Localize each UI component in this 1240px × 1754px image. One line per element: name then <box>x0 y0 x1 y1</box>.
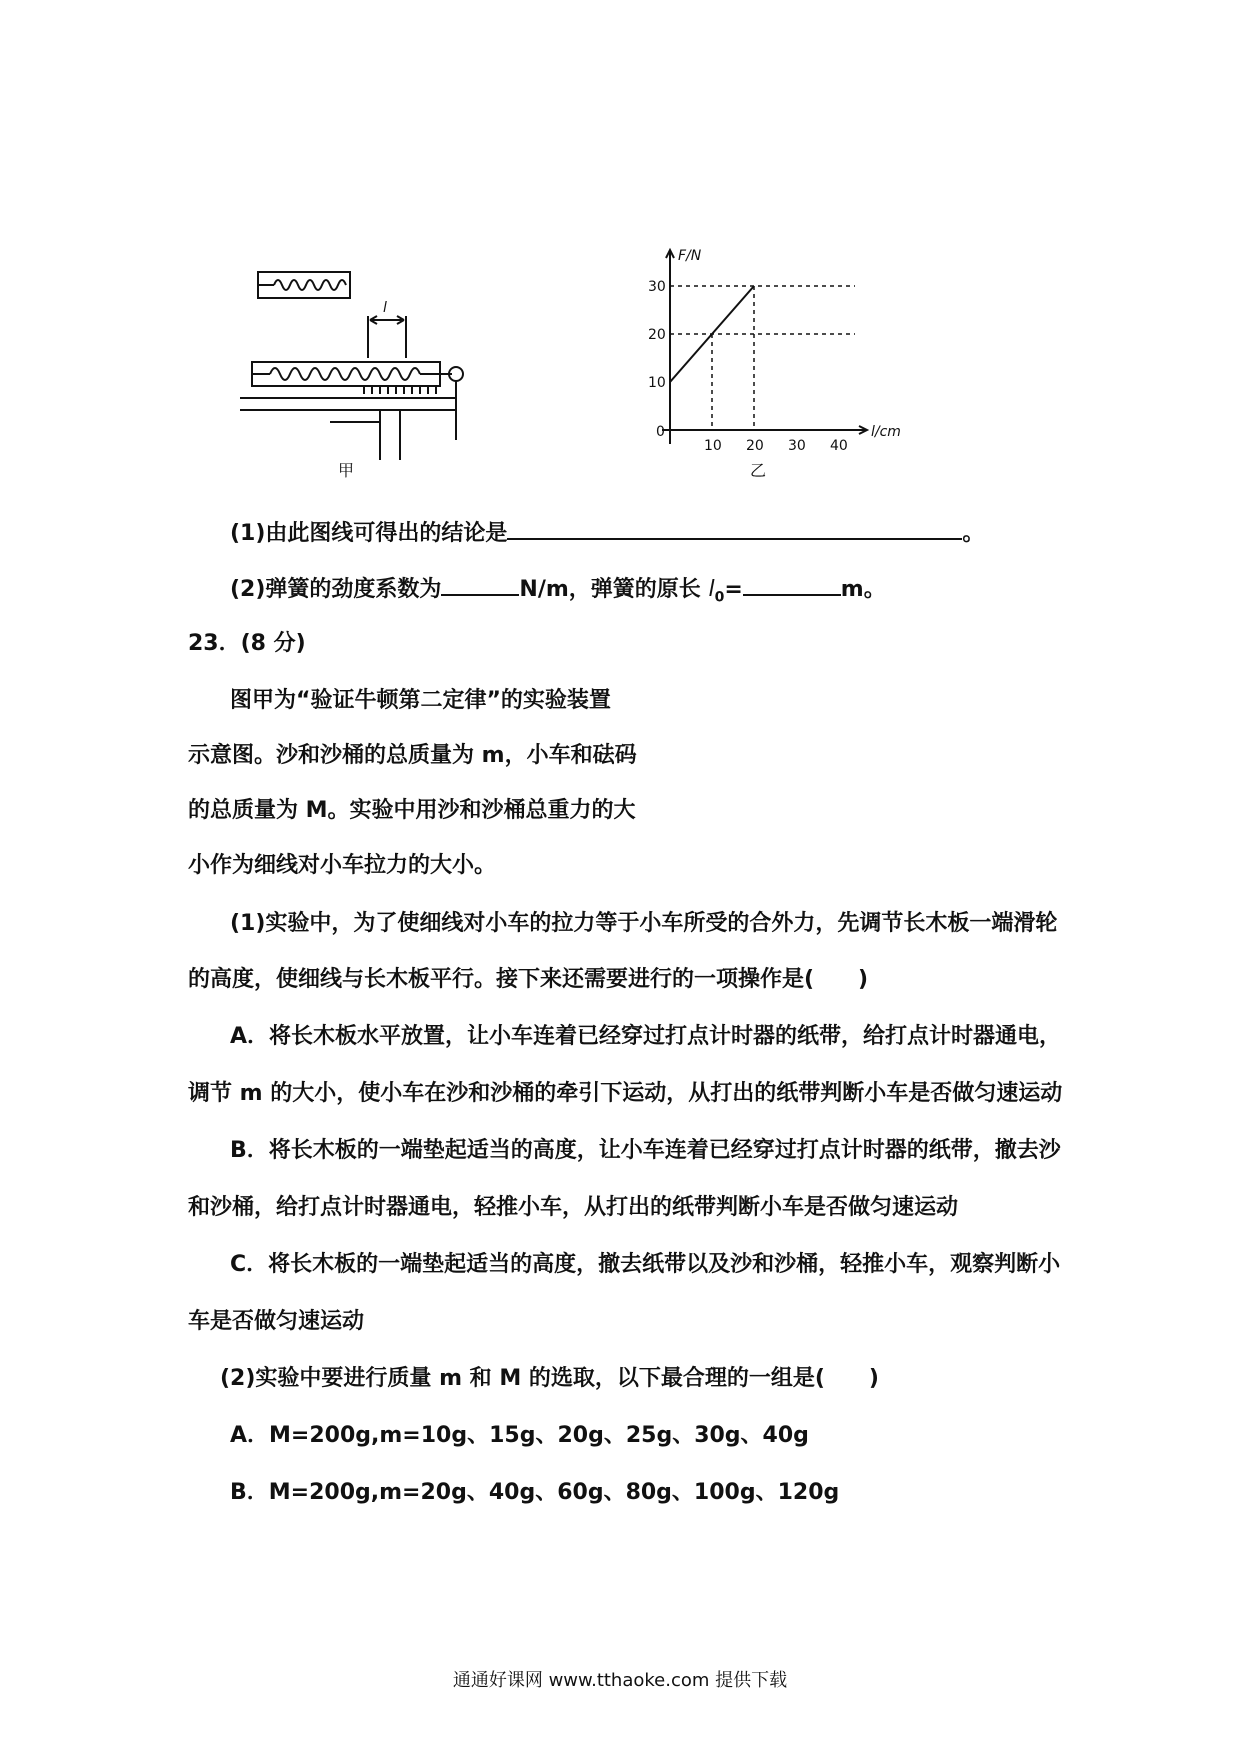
q23-intro-line-2: 示意图。沙和沙桶的总质量为 m，小车和砝码 <box>188 743 637 768</box>
y-tick-label: 30 <box>648 279 666 295</box>
q23-heading: 23．(8 分) <box>188 631 306 656</box>
q22-part1 <box>230 516 984 549</box>
q23-part2-option-a: A．M=200g,m=10g、15g、20g、25g、30g、40g <box>230 1423 809 1448</box>
answer-blank-stiffness[interactable] <box>441 572 519 596</box>
page-footer: 通通好课网 www.tthaoke.com 提供下载 <box>452 1670 788 1691</box>
q23-part1-line-1: (1)实验中，为了使细线对小车的拉力等于小车所受的合外力，先调节长木板一端滑轮 <box>230 911 1058 936</box>
y-tick-label: 20 <box>648 327 666 343</box>
x-axis-label: l/cm <box>871 424 901 440</box>
graph-figure-yi <box>630 248 901 490</box>
q22-part2 <box>230 572 886 612</box>
q23-option-b-line-2: 和沙桶，给打点计时器通电，轻推小车，从打出的纸带判断小车是否做匀速运动 <box>188 1195 959 1220</box>
origin-label: 0 <box>656 424 665 440</box>
y-axis-label: F/N <box>678 248 702 264</box>
apparatus-figure-jia <box>230 250 530 490</box>
figure-caption-jia: 甲 <box>338 461 355 480</box>
q23-option-b-line-1: B．将长木板的一端垫起适当的高度，让小车连着已经穿过打点计时器的纸带，撤去沙 <box>230 1138 1061 1163</box>
x-tick-label: 40 <box>830 438 848 454</box>
tick-labels <box>648 279 848 454</box>
q23-part2-text: (2)实验中要进行质量 m 和 M 的选取，以下最合理的一组是( ) <box>220 1366 879 1391</box>
q22-part2-text: (2)弹簧的劲度系数为 <box>230 577 442 602</box>
x-tick-label: 10 <box>704 438 722 454</box>
q23-intro-line-3: 的总质量为 M。实验中用沙和沙桶总重力的大 <box>188 798 636 823</box>
q23-option-a-line-1: A．将长木板水平放置，让小车连着已经穿过打点计时器的纸带，给打点计时器通电， <box>230 1024 1062 1049</box>
q22-equals: = <box>724 577 743 602</box>
q23-option-c-line-1: C．将长木板的一端垫起适当的高度，撤去纸带以及沙和沙桶，轻推小车，观察判断小 <box>230 1252 1061 1277</box>
x-tick-label: 30 <box>788 438 806 454</box>
q23-option-c-line-2: 车是否做匀速运动 <box>188 1309 365 1334</box>
q22-part1-end: 。 <box>962 521 985 546</box>
var-subscript: 0 <box>714 589 725 606</box>
q23-intro-line-4: 小作为细线对小车拉力的大小。 <box>188 853 497 878</box>
x-tick-label: 20 <box>746 438 764 454</box>
q22-part1-text: (1)由此图线可得出的结论是 <box>230 521 508 546</box>
figure-caption-yi: 乙 <box>750 461 767 480</box>
q23-part1-line-2: 的高度，使细线与长木板平行。接下来还需要进行的一项操作是( ) <box>188 967 869 992</box>
var-l: l <box>708 577 715 602</box>
y-tick-label: 10 <box>648 375 666 391</box>
answer-blank-length[interactable] <box>743 572 841 596</box>
spring-rule-drawing <box>240 316 463 460</box>
figure-area <box>230 248 901 490</box>
answer-blank-conclusion[interactable] <box>507 516 962 540</box>
graph-axes <box>662 250 867 444</box>
q22-part2-unit: N/m，弹簧的原长 <box>519 577 709 602</box>
q23-option-a-line-2: 调节 m 的大小，使小车在沙和沙桶的牵引下运动，从打出的纸带判断小车是否做匀速运动 <box>188 1081 1063 1106</box>
q23-part2-option-b: B．M=200g,m=20g、40g、60g、80g、100g、120g <box>230 1480 840 1505</box>
q22-part2-unit-b: m。 <box>840 577 886 602</box>
dashed-guides <box>670 286 855 430</box>
dimension-label-l: l <box>383 300 387 316</box>
spring-top-drawing <box>258 272 350 298</box>
q23-intro-line-1: 图甲为“验证牛顿第二定律”的实验装置 <box>230 688 611 713</box>
